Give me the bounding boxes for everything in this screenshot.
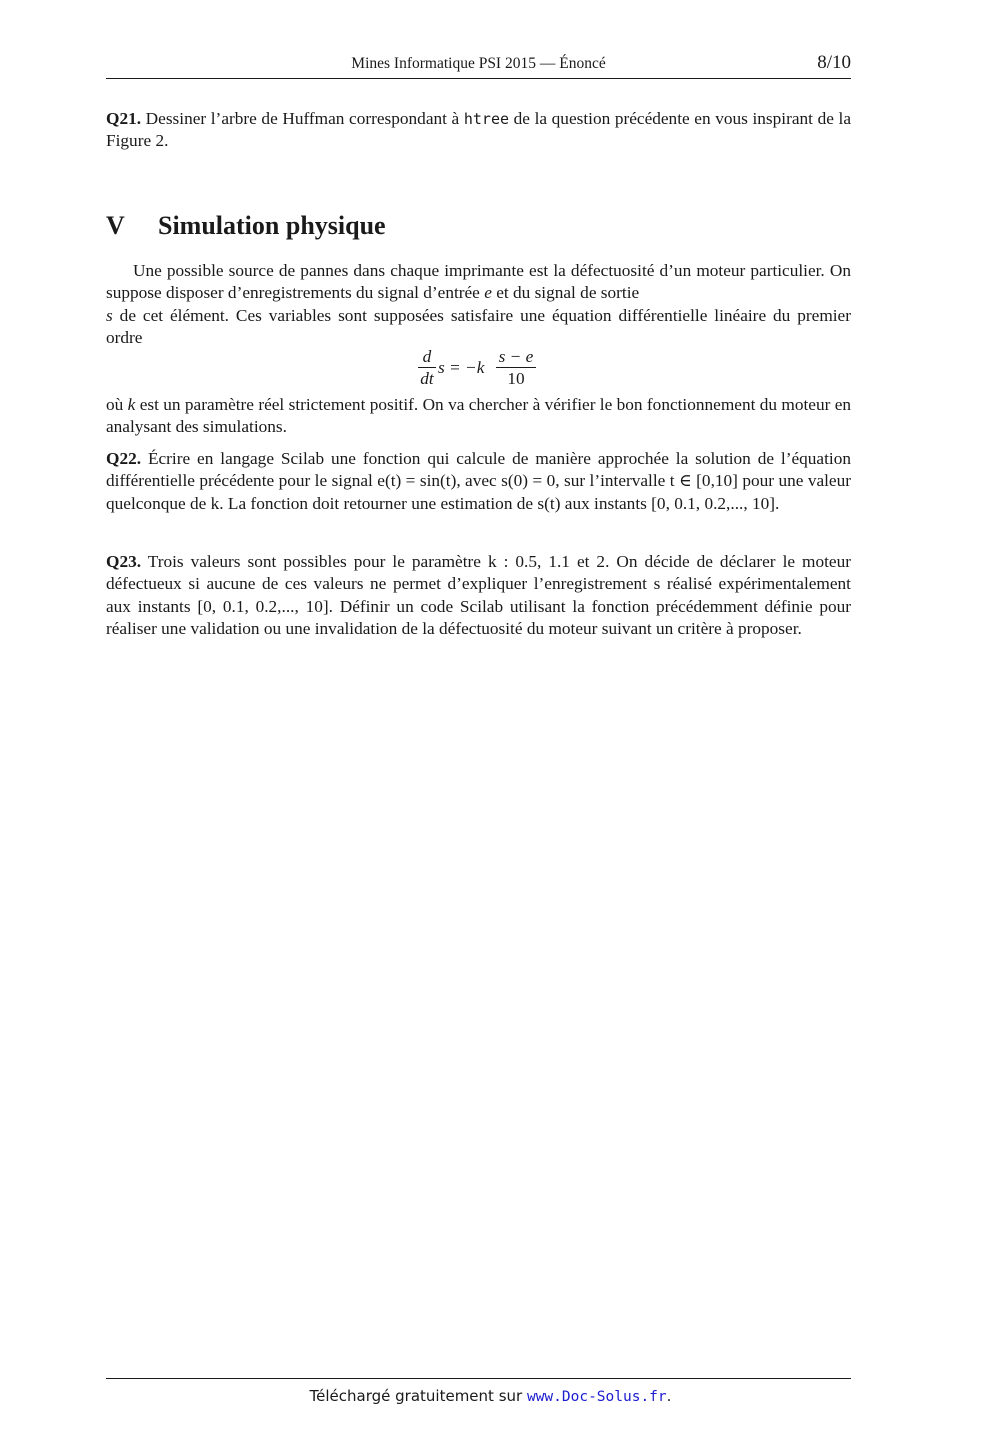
intro-text-1: Une possible source de pannes dans chaque imprimante est la défectuosité d’un moteur particulier. On suppose disposer d’enregistrements du signal d’entrée <box>106 261 851 303</box>
footer-divider <box>106 1378 851 1379</box>
var-k: k <box>127 395 136 414</box>
equation-middle: s = −k <box>438 358 485 377</box>
var-e: e <box>484 283 492 303</box>
fraction-numerator: d <box>418 346 436 368</box>
question-label: Q22. <box>106 449 142 468</box>
fraction-rhs <box>496 346 536 390</box>
intro-paragraph <box>106 260 851 350</box>
question-text-continued: de la question précédente en vous inspirant de la Figure 2. <box>106 109 851 151</box>
var-s: s <box>106 305 113 325</box>
question-text: Écrire en langage Scilab une fonction qui calcule de manière approchée la solution de l’équation différentielle précédente pour le signal e(t) = sin(t), avec s(0) = 0, sur l’intervalle t ∈ [0,10] pour une valeur quelconque de k. La fonction doit retourner une estimation de s(t) aux instants [0, 0.1, 0.2,..., 10]. <box>106 449 851 513</box>
question-label: Q23. <box>106 552 142 571</box>
header-title: Mines Informatique PSI 2015 — Énoncé <box>351 55 606 72</box>
question-text: Dessiner l’arbre de Huffman correspondant à <box>145 109 460 128</box>
explanation-text-2: est un paramètre réel strictement positif. On va chercher à vérifier le bon fonctionnement du moteur en analysant des simulations. <box>106 395 852 437</box>
code-htree: htree <box>463 110 510 128</box>
fraction-d-dt <box>418 346 436 390</box>
section-title: Simulation physique <box>158 211 386 240</box>
footer-link[interactable]: www.Doc-Solus.fr <box>526 1389 667 1405</box>
section-number: V <box>106 211 125 240</box>
explanation-text-1: où <box>106 395 124 414</box>
footer-text: Téléchargé gratuitement sur <box>309 1387 523 1405</box>
intro-text-3: de cet élément. Ces variables sont supposées satisfaire une équation différentielle linéaire du premier ordre <box>106 305 851 348</box>
section-heading <box>106 211 386 241</box>
question-22 <box>106 448 851 515</box>
question-text: Trois valeurs sont possibles pour le paramètre k : 0.5, 1.1 et 2. On décide de déclarer le moteur défectueux si aucune de ces valeurs ne permet d’expliquer l’enregistrement s réalisé expérimentalement aux instants [0, 0.1, 0.2,..., 10]. Définir un code Scilab utilisant la fonction précédemment définie pour réaliser une validation ou une invalidation de la défectuosité du moteur suivant un critère à proposer. <box>106 552 851 639</box>
fraction-numerator: s − e <box>496 346 536 368</box>
fraction-denominator: 10 <box>507 369 525 388</box>
page-number: 8/10 <box>817 52 851 73</box>
question-23 <box>106 551 851 641</box>
footer-end: . <box>666 1387 672 1405</box>
explanation-paragraph <box>106 394 851 439</box>
question-21 <box>106 108 851 153</box>
page-footer <box>0 1387 981 1405</box>
question-label: Q21. <box>106 109 142 128</box>
intro-text-2: et du signal de sortie <box>496 283 640 303</box>
fraction-denominator: dt <box>420 369 434 388</box>
page-header <box>106 52 851 79</box>
